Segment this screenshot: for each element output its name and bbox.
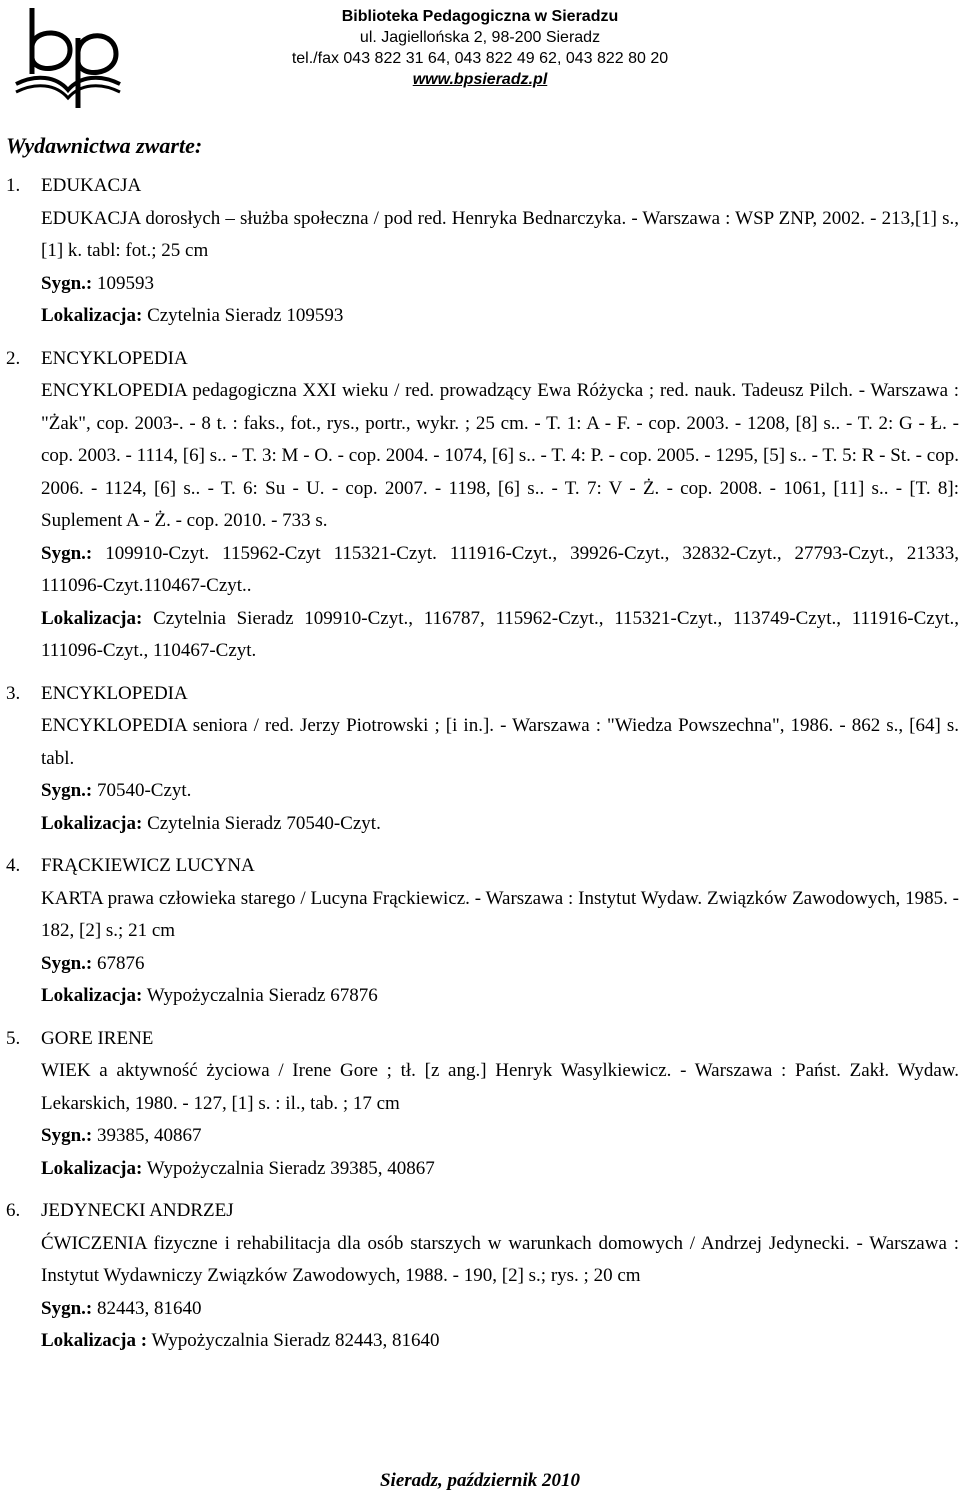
sygn-label: Sygn.: — [41, 1125, 93, 1146]
library-header — [0, 6, 960, 90]
entry-location — [0, 603, 959, 668]
sygn-label: Sygn.: — [41, 542, 93, 564]
library-address: ul. Jagiellońska 2, 98-200 Sieradz — [359, 29, 601, 46]
entry-number: 5. — [6, 1027, 21, 1049]
entry-number: 3. — [6, 682, 21, 704]
list-item — [0, 1195, 960, 1358]
list-item — [0, 343, 960, 668]
entry-sygn — [0, 538, 959, 603]
location-value: Wypożyczalnia Sieradz 82443, 81640 — [151, 1330, 440, 1351]
sygn-label: Sygn.: — [41, 952, 93, 974]
entry-number: 4. — [6, 855, 21, 876]
entry-description: EDUKACJA dorosłych – służba społeczna / pod red. Henryka Bednarczyka. - Warszawa : WSP ZNP, 2002. - 213,[1] s.,[1] k. tabl: fot.; 25 cm — [41, 207, 959, 261]
entry-sygn — [0, 1293, 960, 1326]
entry-description: ENCYKLOPEDIA seniora / red. Jerzy Piotrowski ; [i in.]. - Warszawa : "Wiedza Powszechna", 1986. - 862 s., [64] s. tabl. — [41, 715, 959, 769]
entry-location — [0, 1325, 960, 1358]
entry-sygn — [0, 775, 960, 808]
sygn-value: 67876 — [96, 952, 145, 974]
location-label: Lokalizacja: — [41, 812, 143, 834]
entry-number: 2. — [6, 347, 21, 369]
entry-heading: FRĄCKIEWICZ LUCYNA — [41, 855, 255, 876]
sygn-value: 82443, 81640 — [96, 1297, 202, 1319]
sygn-value: 109910-Czyt. 115962-Czyt 115321-Czyt. 111916-Czyt., 39926-Czyt., 32832-Czyt., 27793-Czyt., 21333, 111096-Czyt.110467-Czyt.. — [41, 542, 959, 596]
list-item — [0, 850, 960, 1013]
location-label: Lokalizacja: — [41, 305, 143, 326]
entry-heading: GORE IRENE — [41, 1027, 154, 1049]
location-value: Czytelnia Sieradz 70540-Czyt. — [147, 812, 381, 834]
entry-location — [0, 1153, 960, 1186]
entry-sygn — [0, 268, 960, 301]
sygn-label: Sygn.: — [41, 272, 93, 294]
entry-heading: JEDYNECKI ANDRZEJ — [41, 1200, 234, 1221]
entry-location — [0, 980, 960, 1013]
sygn-value: 109593 — [96, 272, 154, 294]
location-value: Czytelnia Sieradz 109910-Czyt., 116787, 115962-Czyt., 115321-Czyt., 113749-Czyt., 111916-Czyt., 111096-Czyt., 110467-Czyt. — [41, 607, 959, 661]
entry-description: WIEK a aktywność życiowa / Irene Gore ; tł. [z ang.] Henryk Wasylkiewicz. - Warszawa : Państ. Zakł. Wydaw. Lekarskich, 1980. - 127, [1] s. : il., tab. ; 17 cm — [41, 1060, 959, 1114]
entry-location — [0, 300, 960, 333]
entry-number: 6. — [6, 1200, 21, 1221]
entry-sygn — [0, 1120, 960, 1153]
location-value: Wypożyczalnia Sieradz 67876 — [146, 985, 378, 1006]
location-label: Lokalizacja : — [41, 1330, 148, 1351]
location-label: Lokalizacja: — [41, 1157, 143, 1179]
entry-description: ĆWICZENIA fizyczne i rehabilitacja dla osób starszych w warunkach domowych / Andrzej Jedynecki. - Warszawa : Instytut Wydawniczy Związków Zawodowych, 1988. - 190, [2] s.; rys. ; 20 cm — [41, 1232, 959, 1286]
location-label: Lokalizacja: — [41, 607, 143, 629]
sygn-label: Sygn.: — [41, 1297, 93, 1319]
entry-heading: ENCYKLOPEDIA — [41, 682, 188, 704]
entry-number: 1. — [6, 175, 21, 196]
sygn-value: 70540-Czyt. — [96, 780, 192, 801]
sygn-label: Sygn.: — [41, 780, 93, 801]
entry-description: KARTA prawa człowieka starego / Lucyna Frąckiewicz. - Warszawa : Instytut Wydaw. Związków Zawodowych, 1985. - 182, [2] s.; 21 cm — [41, 887, 959, 941]
section-title: Wydawnictwa zwarte: — [6, 133, 203, 158]
sygn-value: 39385, 40867 — [96, 1125, 202, 1146]
location-value: Wypożyczalnia Sieradz 39385, 40867 — [146, 1157, 435, 1179]
library-name: Biblioteka Pedagogiczna w Sieradzu — [341, 8, 619, 25]
entry-heading: ENCYKLOPEDIA — [41, 347, 188, 369]
location-value: Czytelnia Sieradz 109593 — [147, 305, 344, 326]
entry-sygn — [0, 948, 960, 981]
entry-description: ENCYKLOPEDIA pedagogiczna XXI wieku / red. prowadzący Ewa Różycka ; red. nauk. Tadeusz Pilch. - Warszawa : "Żak", cop. 2003-. - 8 t. : faks., fot., rys., portr., wykr. ; 25 cm. - T. 1: A - F. - cop. 2003. - 1208, [8] s.. - T. 2: G - Ł. - cop. 2003. - 1114, [6] s.. - T. 3: M - O. - cop. 2004. - 1074, [6] s.. - T. 4: P. - cop. 2005. - 1295, [5] s.. - T. 5: R - St. - cop. 2006. - 1124, [6] s.. - T. 6: Su - U. - cop. 2007. - 1198, [6] s.. - T. 7: V - Ż. - cop. 2008. - 1061, [11] s.. - [T. 8]: Suplement A - Ż. - cop. 2010. - 733 s. — [41, 380, 959, 531]
list-item — [0, 678, 960, 841]
entry-location — [0, 808, 960, 841]
library-phone: tel./fax 043 822 31 64, 043 822 49 62, 043 822 80 20 — [291, 50, 669, 67]
location-label: Lokalizacja: — [41, 985, 143, 1006]
page-footer: Sieradz, październik 2010 — [379, 1470, 581, 1491]
library-website-link[interactable]: www.bpsieradz.pl — [412, 71, 548, 88]
list-item — [0, 170, 960, 333]
list-item — [0, 1023, 960, 1186]
bibliography-list — [0, 170, 960, 1358]
entry-heading: EDUKACJA — [41, 175, 142, 196]
